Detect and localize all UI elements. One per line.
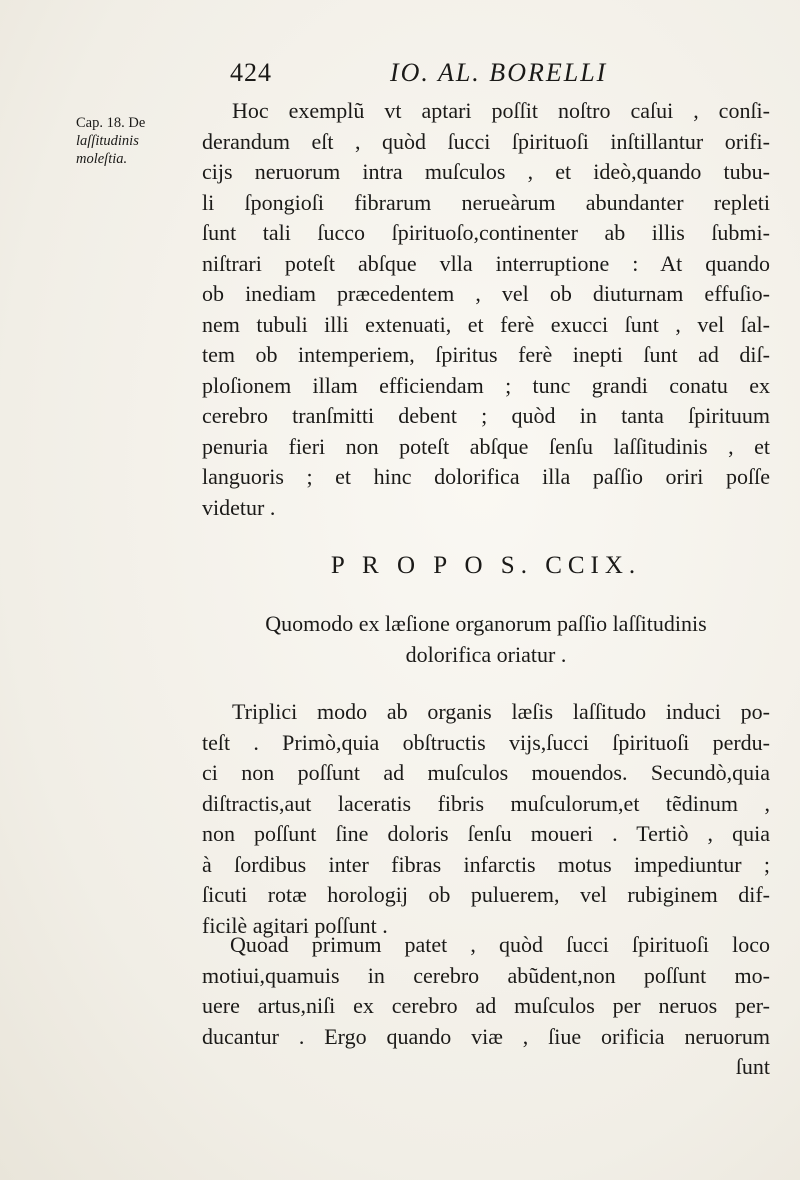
subtitle-line: Quomodo ex læſione organorum paſſio laſſitudinis (265, 611, 707, 636)
text-line: Hoc exemplũ vt aptari poſſit noſtro caſui , conſi- (232, 98, 770, 123)
text-line: niſtrari poteſt abſque vlla interruptione : At quando (202, 250, 770, 276)
paragraph-2 (202, 697, 770, 941)
text-line: li ſpongioſi fibrarum nerueàrum abundanter repleti (202, 189, 770, 215)
section-heading: P R O P O S. CCIX. (330, 552, 642, 579)
text-line: tem ob intemperiem, ſpiritus ferè inepti ſunt ad diſ- (202, 342, 770, 367)
subtitle-line: dolorifica oriatur . (405, 642, 567, 667)
text-line: penuria fieri non poteſt abſque ſenſu laſſitudinis , et (202, 433, 770, 459)
margin-note-line: Cap. 18. De (76, 115, 146, 131)
margin-note-line: laſſitudinis (76, 133, 139, 149)
text-line: languoris ; et hinc dolorifica illa paſſio oriri poſſe (202, 464, 770, 489)
text-line: ficilè agitari poſſunt . (202, 912, 388, 938)
text-line: cijs neruorum intra muſculos , et ideò,quando tubu- (202, 159, 770, 184)
text-line: Triplici modo ab organis læſis laſſitudo induci po- (232, 699, 770, 724)
text-line: ſicuti rotæ horologij ob puluerem, vel rubiginem dif- (202, 882, 770, 907)
text-line: derandum eſt , quòd ſucci ſpirituoſi inſtillantur orifi- (202, 128, 770, 154)
text-line: Quoad primum patet , quòd ſucci ſpirituoſi loco (230, 932, 770, 957)
text-line: ſunt tali ſucco ſpirituoſo,continenter ab illis ſubmi- (202, 220, 770, 245)
text-line: ducantur . Ergo quando viæ , ſiue orificia neruorum (202, 1023, 770, 1049)
text-line: à ſordibus inter fibras infarctis motus impediuntur ; (202, 851, 770, 877)
text-line: nem tubuli illi extenuati, et ferè exucci ſunt , vel ſal- (202, 311, 770, 337)
text-line: non poſſunt ſine doloris ſenſu moueri . Tertiò , quia (202, 821, 770, 846)
text-line: teſt . Primò,quia obſtructis vijs,ſucci ſpirituoſi perdu- (202, 729, 770, 755)
running-head: IO. AL. BORELLI (390, 58, 608, 87)
margin-note (76, 114, 194, 168)
section-subtitle (202, 608, 770, 670)
catchword: ſunt (735, 1054, 770, 1079)
margin-note-line: moleſtia. (76, 151, 128, 167)
paragraph-3 (202, 930, 770, 1083)
paragraph-1 (202, 96, 770, 523)
text-line: motiui,quamuis in cerebro abũdent,non poſſunt mo- (202, 962, 770, 988)
text-line: uere artus,niſi ex cerebro ad muſculos per neruos per- (202, 993, 770, 1018)
text-line: ci non poſſunt ad muſculos mouendos. Secundò,quia (202, 760, 770, 785)
page-number: 424 (230, 58, 272, 87)
text-line: videtur . (202, 494, 276, 520)
text-line: ploſionem illam efficiendam ; tunc grandi conatu ex (202, 372, 770, 398)
text-line: ob inediam præcedentem , vel ob diuturnam effuſio- (202, 281, 770, 306)
text-line: cerebro tranſmitti debent ; quòd in tanta ſpirituum (202, 403, 770, 428)
text-line: diſtractis,aut laceratis fibris muſculorum,et tẽdinum , (202, 790, 770, 816)
